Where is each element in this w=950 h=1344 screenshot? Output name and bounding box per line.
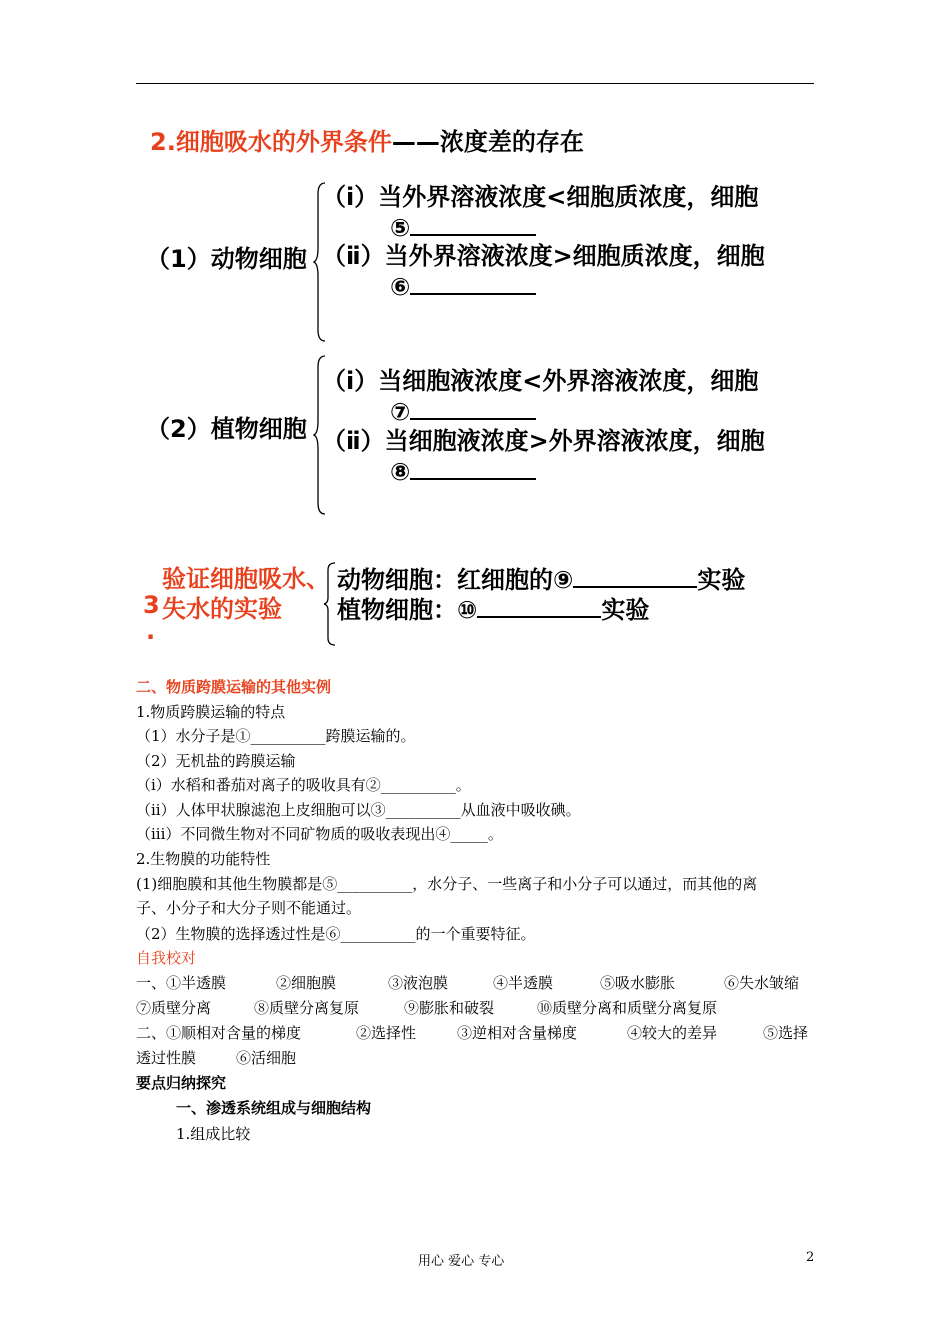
suffix: 实验 [697, 566, 746, 594]
self-check-item: ②细胞膜 [276, 974, 337, 992]
answer-blank [410, 212, 536, 236]
answer-blank [477, 594, 601, 618]
part2-line: (1)细胞膜和其他生物膜都是⑤__________，水分子、一些离子和小分子可以通过，而其他的离 [136, 875, 758, 893]
self-check-item: ⑥失水皱缩 [724, 974, 800, 992]
suffix: 实验 [601, 596, 650, 624]
summary-item: 1.组成比较 [176, 1125, 251, 1143]
animal-condition-ii: （ⅱ）当外界溶液浓度>细胞质浓度，细胞 [322, 242, 765, 270]
self-check-item: ⑩质壁分离和质壁分离复原 [537, 999, 718, 1017]
self-check-item: ⑤选择 [763, 1024, 809, 1042]
self-check-item: 透过性膜 [136, 1049, 197, 1067]
plant-cell-label: （2）植物细胞 [146, 415, 307, 443]
self-check-item: ③逆相对含量梯度 [457, 1024, 578, 1042]
self-check-item: ④半透膜 [493, 974, 554, 992]
plant-answer-7 [390, 396, 536, 427]
part2-line: （iii）不同微生物对不同矿物质的吸收表现出④_____。 [136, 825, 503, 843]
self-check-item: ⑧质壁分离复原 [254, 999, 360, 1017]
summary-subheading: 一、渗透系统组成与细胞结构 [176, 1099, 372, 1117]
self-check-item: ⑦质壁分离 [136, 999, 212, 1017]
section3-dot: . [146, 617, 156, 645]
section2-title [150, 127, 584, 157]
section3-title-line2: 失水的实验 [162, 595, 282, 623]
animal-condition-i: （ⅰ）当外界溶液浓度<细胞质浓度，细胞 [322, 183, 759, 211]
part2-line: （i）水稻和番茄对离子的吸收具有②__________。 [136, 776, 471, 794]
plant-condition-i: （ⅰ）当细胞液浓度<外界溶液浓度，细胞 [322, 367, 759, 395]
footer-slogan: 用心 爱心 专心 [418, 1254, 505, 1269]
part2-heading: 二、物质跨膜运输的其他实例 [136, 678, 332, 696]
answer-num: ⑤ [390, 214, 411, 242]
part2-line: （2）生物膜的选择透过性是⑥__________的一个重要特征。 [136, 925, 536, 943]
part2-line: 2.生物膜的功能特性 [136, 850, 271, 868]
self-check-item: ⑨膨胀和破裂 [404, 999, 495, 1017]
section2-title-red: 2.细胞吸水的外界条件 [150, 128, 392, 156]
summary-heading: 要点归纳探究 [136, 1074, 227, 1092]
prefix: 动物细胞：红细胞的⑨ [337, 566, 574, 594]
answer-blank [410, 396, 536, 420]
part2-line: 子、小分子和大分子则不能通过。 [136, 899, 362, 917]
answer-num: ⑥ [390, 273, 411, 301]
animal-answer-5 [390, 212, 536, 243]
answer-num: ⑧ [390, 458, 411, 486]
answer-blank [410, 271, 536, 295]
part2-line: （2）无机盐的跨膜运输 [136, 752, 296, 770]
self-check-item: ⑤吸水膨胀 [600, 974, 676, 992]
self-check-item: 一、①半透膜 [136, 974, 227, 992]
animal-cell-label: （1）动物细胞 [146, 245, 307, 273]
part2-line: 1.物质跨膜运输的特点 [136, 703, 286, 721]
section3-animal [337, 564, 745, 595]
plant-answer-8 [390, 456, 536, 487]
self-check-heading: 自我校对 [136, 949, 197, 967]
section3-title-line1: 验证细胞吸水、 [162, 565, 330, 593]
part2-line: （ii）人体甲状腺滤泡上皮细胞可以③__________从血液中吸收碘。 [136, 801, 581, 819]
page-number: 2 [806, 1250, 815, 1265]
answer-blank [410, 456, 536, 480]
header-rule [136, 83, 814, 84]
answer-num: ⑦ [390, 398, 411, 426]
self-check-item: ③液泡膜 [388, 974, 449, 992]
answer-blank [573, 564, 697, 588]
self-check-item: 二、①顺相对含量的梯度 [136, 1024, 302, 1042]
animal-answer-6 [390, 271, 536, 302]
part2-line: （1）水分子是①__________跨膜运输的。 [136, 727, 416, 745]
section3-number: 3 [143, 591, 160, 619]
section2-title-black: ——浓度差的存在 [391, 128, 584, 156]
self-check-item: ⑥活细胞 [236, 1049, 297, 1067]
section3-plant [337, 594, 649, 625]
self-check-item: ②选择性 [356, 1024, 417, 1042]
plant-condition-ii: （ⅱ）当细胞液浓度>外界溶液浓度，细胞 [322, 427, 765, 455]
prefix: 植物细胞：⑩ [337, 596, 478, 624]
self-check-item: ④较大的差异 [627, 1024, 718, 1042]
section3-brace [323, 562, 337, 646]
